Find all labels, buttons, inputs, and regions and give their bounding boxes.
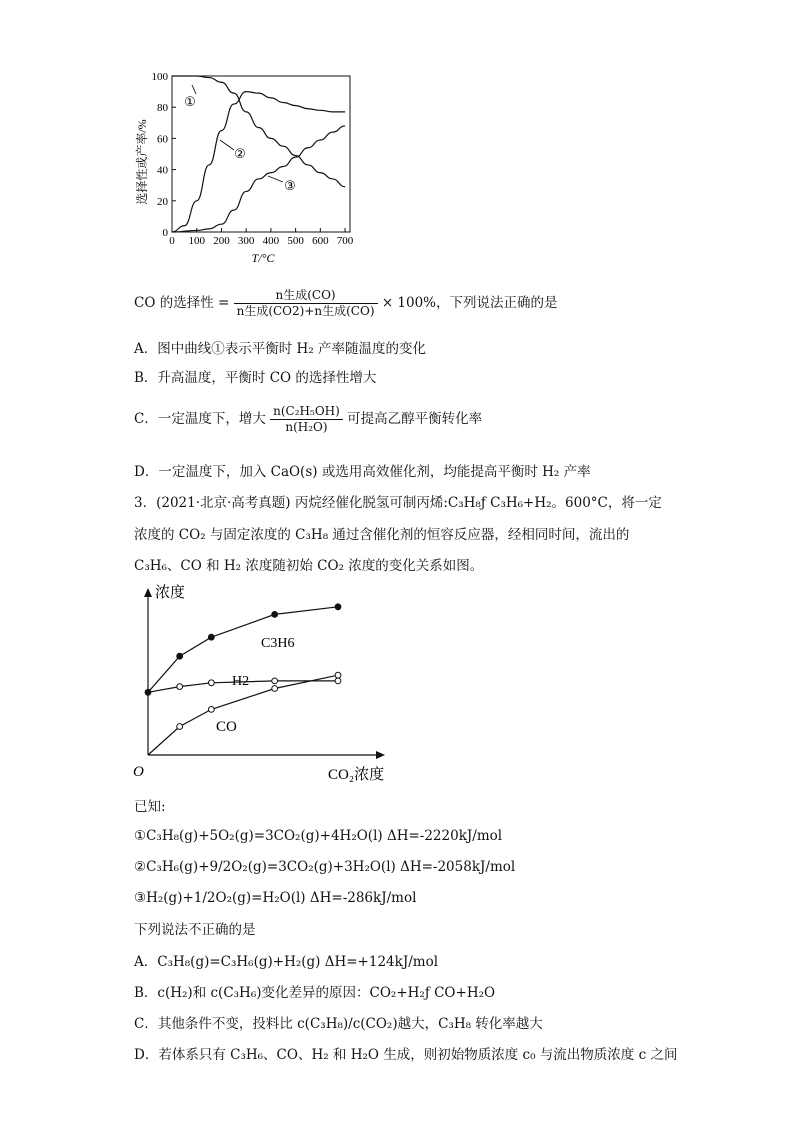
equation-1: ①C₃H₈(g)+5O₂(g)=3CO₂(g)+4H₂O(l) ΔH=-2220kJ/mol (134, 828, 503, 844)
q2-option-d: D．一定温度下，加入 CaO(s) 或选用高效催化剂，均能提高平衡时 H₂ 产率 (134, 464, 591, 480)
chart2-y-arrow (144, 588, 152, 597)
chart2-point-CO (272, 686, 278, 692)
chart2-point-CO (177, 724, 183, 730)
selectivity-denominator: n生成(CO2)+n生成(CO) (236, 304, 375, 318)
chart1-curve-label-1: ① (184, 94, 196, 109)
concentration-chart (128, 580, 398, 790)
chart2-point-C3H6 (177, 653, 183, 659)
chart1-series-3-line (172, 126, 345, 232)
chart2-start-point (145, 689, 151, 695)
known-label: 已知: (134, 799, 166, 815)
chart1-x-tick-label: 0 (169, 235, 175, 247)
chart2-point-CO (335, 672, 341, 678)
selectivity-chart (128, 66, 360, 266)
chart1-x-tick-label: 500 (287, 235, 304, 247)
chart2-point-C3H6 (335, 604, 341, 610)
chart2-point-H2 (335, 678, 341, 684)
selectivity-prefix: CO 的选择性 = (134, 295, 230, 311)
equation-3: ③H₂(g)+1/2O₂(g)=H₂O(l) ΔH=-286kJ/mol (134, 890, 417, 906)
chart1-frame (172, 76, 350, 232)
equation-2: ②C₃H₆(g)+9/2O₂(g)=3CO₂(g)+3H₂O(l) ΔH=-2058kJ/mol (134, 859, 516, 875)
q2-option-c-fraction (270, 404, 343, 435)
q3-option-b: B．c(H₂)和 c(C₃H₆)变化差异的原因：CO₂+H₂ƒ CO+H₂O (134, 985, 496, 1001)
q2-option-c-pre: C．一定温度下，增大 (134, 411, 266, 427)
chart2-point-C3H6 (272, 612, 278, 618)
chart1-curve-label-3: ③ (284, 178, 296, 193)
chart2-point-H2 (177, 684, 183, 690)
chart2-point-CO (208, 707, 214, 713)
chart2-label-co: CO (216, 719, 237, 735)
q2-option-c-post: 可提高乙醇平衡转化率 (347, 411, 483, 427)
chart1-y-tick-label: 60 (157, 133, 168, 146)
chart1-label-leader (220, 140, 234, 150)
chart1-x-tick-label: 400 (262, 235, 280, 247)
chart2-ylabel: 浓度 (155, 585, 186, 601)
q3-stem-line2: 浓度的 CO₂ 与固定浓度的 C₃H₈ 通过含催化剂的恒容反应器，经相同时间，流出的 (134, 527, 630, 543)
chart1-y-tick-label: 0 (162, 227, 168, 239)
q3-option-c: C．其他条件不变，投料比 c(C₃H₈)/c(CO₂)越大，C₃H₈ 转化率越大 (134, 1016, 543, 1032)
chart1-y-tick-label: 40 (157, 164, 168, 177)
q2-option-b: B．升高温度，平衡时 CO 的选择性增大 (134, 370, 377, 386)
chart1-label-leader (192, 85, 196, 94)
q3-ask: 下列说法不正确的是 (134, 922, 256, 938)
chart1-y-tick-label: 100 (151, 71, 168, 83)
chart1-x-tick-label: 300 (237, 235, 255, 247)
q3-stem-line3: C₃H₆、CO 和 H₂ 浓度随初始 CO₂ 浓度的变化关系如图。 (134, 558, 484, 574)
chart1-label-leader (268, 176, 283, 182)
chart1-ylabel: 选择性或产率/% (135, 119, 149, 205)
chart1-curve-label-2: ② (234, 146, 246, 161)
selectivity-numerator: n生成(CO) (234, 288, 378, 304)
chart2-point-C3H6 (208, 634, 214, 640)
chart1-series-2-line (172, 92, 345, 232)
q2-option-a: A．图中曲线①表示平衡时 H₂ 产率随温度的变化 (134, 341, 427, 357)
selectivity-fraction (234, 288, 378, 319)
chart2-label-c3h6: C3H6 (261, 636, 295, 651)
q2-option-c-numerator: n(C₂H₅OH) (270, 404, 343, 420)
chart2-xlabel: CO₂浓度 (328, 767, 385, 783)
chart2-point-H2 (272, 678, 278, 684)
q3-option-d: D．若体系只有 C₃H₆、CO、H₂ 和 H₂O 生成，则初始物质浓度 c₀ 与流出物质浓度 c 之间 (134, 1047, 678, 1063)
chart1-x-tick-label: 200 (213, 235, 230, 247)
selectivity-suffix: × 100%，下列说法正确的是 (381, 295, 558, 311)
q3-option-a: A．C₃H₈(g)=C₃H₆(g)+H₂(g) ΔH=+124kJ/mol (134, 954, 439, 970)
chart2-label-h2: H2 (232, 674, 250, 689)
chart1-x-tick-label: 700 (336, 235, 354, 247)
q2-option-c-denominator: n(H₂O) (285, 420, 328, 434)
chart1-y-tick-label: 80 (157, 102, 168, 115)
q3-stem-line1: 3．(2021·北京·高考真题) 丙烷经催化脱氢可制丙烯:C₃H₈ƒ C₃H₆+H₂。600°C，将一定 (134, 495, 662, 511)
q2-option-c (134, 404, 482, 435)
chart2-origin-label: O (133, 764, 144, 780)
chart2-point-H2 (208, 680, 214, 686)
chart1-y-tick-label: 20 (157, 195, 168, 208)
chart1-plot-frame (172, 76, 350, 232)
chart1-x-tick-label: 600 (312, 235, 329, 247)
chart1-xlabel: T/°C (251, 251, 275, 265)
selectivity-formula (134, 288, 558, 319)
chart2-x-arrow (376, 751, 385, 759)
chart1-x-tick-label: 100 (188, 235, 205, 247)
